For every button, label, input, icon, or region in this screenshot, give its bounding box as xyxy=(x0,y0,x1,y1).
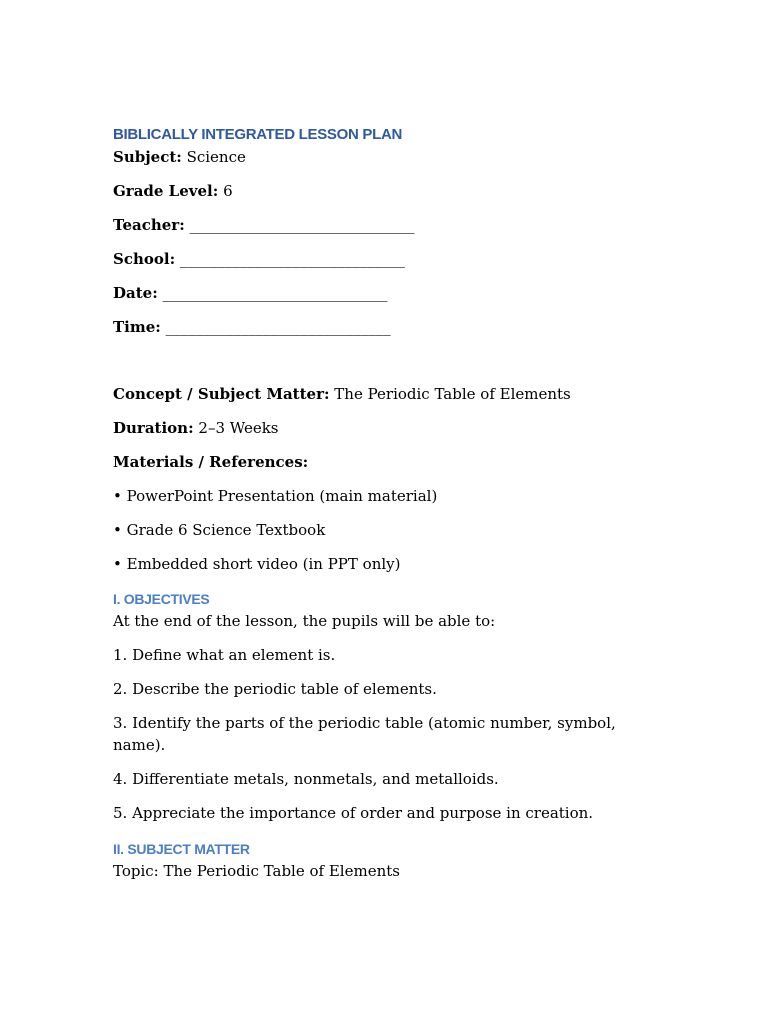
field-blank: ______________________________ xyxy=(162,284,388,302)
field-label: School: xyxy=(113,250,176,268)
concept-label: Concept / Subject Matter: xyxy=(113,385,330,403)
concept-value: The Periodic Table of Elements xyxy=(334,385,571,403)
field-teacher xyxy=(113,214,653,236)
field-label: Grade Level: xyxy=(113,182,219,200)
duration-label: Duration: xyxy=(113,419,194,437)
materials-item: • Embedded short video (in PPT only) xyxy=(113,555,401,573)
objectives-intro: At the end of the lesson, the pupils will be able to: xyxy=(113,612,496,630)
field-label: Time: xyxy=(113,318,161,336)
lesson-plan-page xyxy=(113,124,653,882)
field-label: Subject: xyxy=(113,148,182,166)
objective-item: 4. Differentiate metals, nonmetals, and metalloids. xyxy=(113,770,499,788)
field-blank: ______________________________ xyxy=(179,250,405,268)
duration-value: 2–3 Weeks xyxy=(198,419,279,437)
field-grade-level xyxy=(113,180,653,202)
materials-item: • Grade 6 Science Textbook xyxy=(113,521,326,539)
field-school xyxy=(113,248,653,270)
materials-label: Materials / References: xyxy=(113,453,309,471)
field-subject xyxy=(113,146,653,168)
field-blank: ______________________________ xyxy=(189,216,415,234)
field-blank: ______________________________ xyxy=(165,318,391,336)
objectives-heading: I. OBJECTIVES xyxy=(113,591,210,607)
field-label: Date: xyxy=(113,284,158,302)
field-time xyxy=(113,316,653,338)
field-value: 6 xyxy=(223,182,233,200)
objective-item: 1. Define what an element is. xyxy=(113,646,336,664)
objective-item: 3. Identify the parts of the periodic table (atomic number, symbol, name). xyxy=(113,714,616,754)
objective-item: 2. Describe the periodic table of elements. xyxy=(113,680,437,698)
duration-line xyxy=(113,417,653,439)
materials-item: • PowerPoint Presentation (main material) xyxy=(113,487,438,505)
objective-item: 5. Appreciate the importance of order and purpose in creation. xyxy=(113,804,594,822)
field-label: Teacher: xyxy=(113,216,185,234)
subject-matter-heading: II. SUBJECT MATTER xyxy=(113,841,250,857)
field-date xyxy=(113,282,653,304)
subject-matter-topic: Topic: The Periodic Table of Elements xyxy=(113,862,400,880)
concept-line xyxy=(113,383,653,405)
document-title: BIBLICALLY INTEGRATED LESSON PLAN xyxy=(113,126,403,143)
field-value: Science xyxy=(186,148,246,166)
